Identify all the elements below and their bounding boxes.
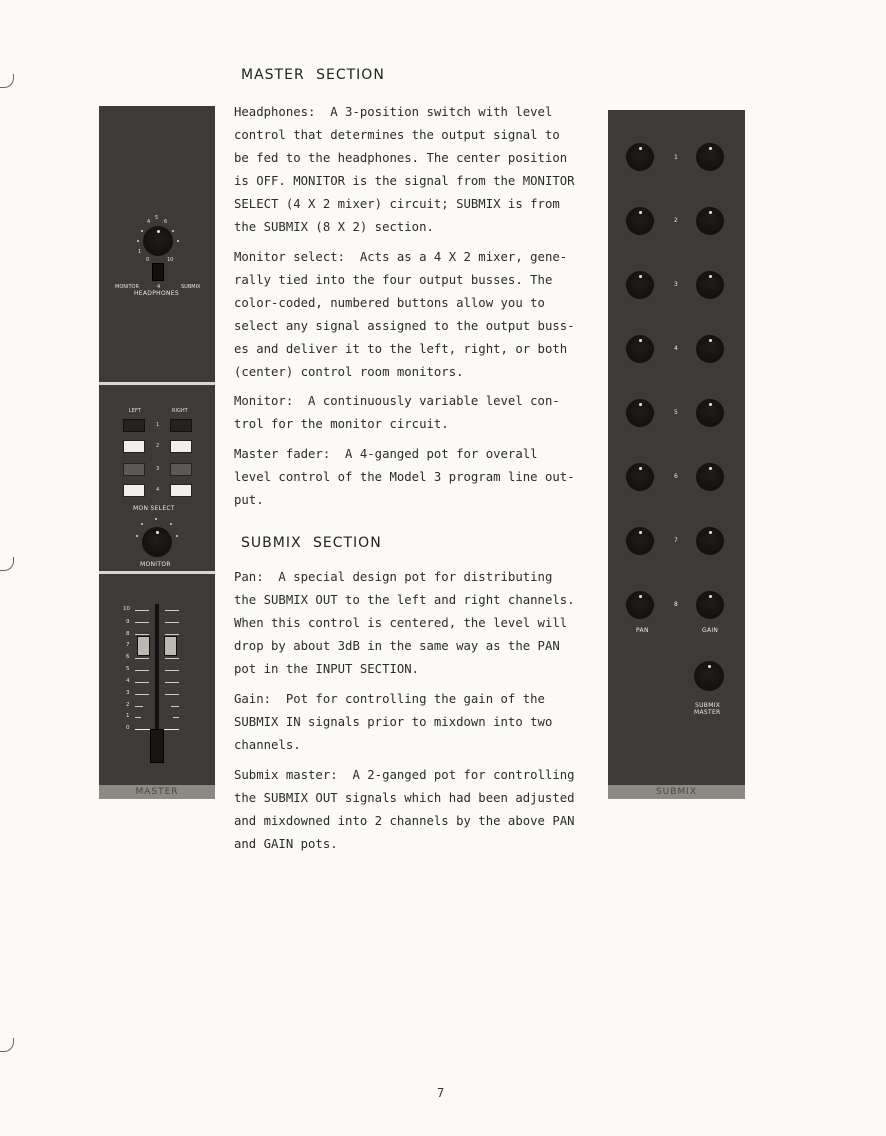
text-line: When this control is centered, the level will [234,616,568,630]
scale-pip [170,523,172,525]
channel-number: 1 [674,154,679,161]
gain-knob-2[interactable] [696,207,724,235]
monitor-level-knob[interactable] [142,527,172,557]
knob-indicator [639,275,642,278]
fader-scale-number: 10 [123,606,130,612]
headphones-level-knob[interactable] [143,226,173,256]
hole-punch-mark-bottom [0,1038,14,1052]
text-line: Monitor select: Acts as a 4 X 2 mixer, gene- [234,250,568,264]
headphones-paragraph [234,101,586,239]
fader-scale-tick [135,694,149,695]
channel-number: 4 [674,345,679,352]
fader-scale-number: 4 [126,678,130,684]
text-line: be fed to the headphones. The center position [234,151,568,165]
gain-knob-1[interactable] [696,143,724,171]
right-bus-1-button[interactable] [170,419,192,432]
fader-scale-tick [135,670,149,671]
gain-knob-3[interactable] [696,271,724,299]
right-label: RIGHT [172,408,188,414]
scale-label: 0 [146,257,150,263]
scale-label: 10 [167,257,174,263]
text-line: is OFF. MONITOR is the signal from the MONITOR [234,174,575,188]
text-line: and mixdowned into 2 channels by the above PAN [234,814,575,828]
pan-knob-4[interactable] [626,335,654,363]
submix-master-label-line1: SUBMIX [695,702,721,709]
pan-knob-7[interactable] [626,527,654,555]
knob-indicator [709,595,712,598]
gain-knob-5[interactable] [696,399,724,427]
monitor-select-section [99,385,215,571]
text-line: drop by about 3dB in the same way as the PAN [234,639,560,653]
text-line: the SUBMIX OUT to the left and right channels. [234,593,575,607]
scale-pip [176,535,178,537]
fader-scale-tick [165,682,179,683]
text-line: Monitor: A continuously variable level con- [234,394,560,408]
text-line: SUBMIX IN signals prior to mixdown into two [234,715,553,729]
text-line: the SUBMIX (8 X 2) section. [234,220,434,234]
headphones-section [99,106,215,382]
text-line: and GAIN pots. [234,837,338,851]
text-line: the SUBMIX OUT signals which had been adjusted [234,791,575,805]
knob-indicator [709,147,712,150]
text-line: (center) control room monitors. [234,365,464,379]
pan-knob-8[interactable] [626,591,654,619]
headphones-switch[interactable] [152,263,164,281]
fader-scale-tick [165,610,179,611]
fader-scale-number: 2 [126,702,130,708]
fader-scale-tick [135,682,149,683]
left-bus-2-button[interactable] [123,440,145,453]
scale-label: 1 [138,249,142,255]
knob-indicator [709,531,712,534]
knob-indicator [708,665,711,668]
knob-indicator [639,339,642,342]
bus-number-label: 2 [156,443,160,449]
master-fader-section [99,574,215,785]
text-line: Headphones: A 3-position switch with level [234,105,553,119]
knob-indicator [639,403,642,406]
scale-pip [141,230,143,232]
master-section-heading: MASTER SECTION [241,67,385,83]
knob-indicator [157,230,160,233]
page-number: 7 [437,1086,445,1100]
right-bus-3-button[interactable] [170,463,192,476]
left-bus-3-button[interactable] [123,463,145,476]
submix-panel-footer: SUBMIX [608,785,745,799]
fader-scale-tick [165,634,179,635]
text-line: rally tied into the four output busses. The [234,273,553,287]
gain-knob-7[interactable] [696,527,724,555]
knob-indicator [709,339,712,342]
master-panel-footer: MASTER [99,785,215,799]
pan-paragraph [234,566,586,681]
channel-number: 7 [674,537,679,544]
fader-scale-tick [135,658,149,659]
text-line: level control of the Model 3 program line out- [234,470,575,484]
fader-scale-tick [165,622,179,623]
text-line: Master fader: A 4-ganged pot for overall [234,447,538,461]
bus-number-label: 1 [156,422,160,428]
text-line: Submix master: A 2-ganged pot for controlling [234,768,575,782]
knob-indicator [639,147,642,150]
knob-indicator [709,275,712,278]
master-fader-cap-right[interactable] [164,636,177,656]
monitor-paragraph [234,390,586,436]
knob-indicator [156,531,159,534]
fader-scale-tick [135,622,149,623]
scale-label: 5 [155,215,159,221]
text-line: Pan: A special design pot for distributing [234,570,553,584]
gain-knob-8[interactable] [696,591,724,619]
channel-number: 2 [674,217,679,224]
fader-scale-number: 3 [126,690,130,696]
gain-knob-6[interactable] [696,463,724,491]
fader-scale-tick [171,706,179,707]
hole-punch-mark-top [0,74,14,88]
fader-scale-tick [135,706,143,707]
channel-number: 6 [674,473,679,480]
bus-number-label: 3 [156,466,160,472]
fader-scale-number: 0 [126,725,130,731]
channel-number: 8 [674,601,679,608]
knob-indicator [639,211,642,214]
scale-pip [172,230,174,232]
monitor-select-paragraph [234,246,586,384]
submix-master-knob[interactable] [694,661,724,691]
submix-panel-photo [608,110,745,799]
left-label: LEFT [129,408,141,414]
knob-indicator [639,467,642,470]
submix-master-paragraph [234,764,586,856]
submix-master-label-line2: MASTER [694,709,721,716]
left-bus-1-button[interactable] [123,419,145,432]
fader-scale-tick [135,610,149,611]
fader-scale-tick [165,658,179,659]
pan-label: PAN [636,627,649,634]
text-line: color-coded, numbered buttons allow you to [234,296,545,310]
master-panel-photo [99,106,215,799]
knob-indicator [639,531,642,534]
fader-scale-tick [135,634,149,635]
text-line: put. [234,493,264,507]
fader-scale-number: 9 [126,619,130,625]
text-line: control that determines the output signal to [234,128,560,142]
pan-knob-6[interactable] [626,463,654,491]
fader-scale-number: 8 [126,631,130,637]
pan-knob-2[interactable] [626,207,654,235]
scale-label: 6 [164,219,168,225]
text-line: select any signal assigned to the output buss- [234,319,575,333]
fader-scale-tick [165,670,179,671]
channel-number: 5 [674,409,679,416]
master-fader-paragraph [234,443,586,512]
pan-knob-3[interactable] [626,271,654,299]
master-fader-cap-left[interactable] [137,636,150,656]
fader-scale-number: 6 [126,654,130,660]
fader-scale-tick [135,717,141,718]
mon-select-label: MON SELECT [133,505,175,512]
headphones-submix-label: SUBMIX [181,284,201,290]
fader-scale-tick [173,717,179,718]
fader-scale-tick [165,694,179,695]
knob-indicator [709,403,712,406]
headphones-center-label: 4 [157,284,161,290]
headphones-panel-label: HEADPHONES [134,290,179,297]
right-bus-2-button[interactable] [170,440,192,453]
right-bus-4-button[interactable] [170,484,192,497]
scale-label: 4 [147,219,151,225]
knob-indicator [709,211,712,214]
bus-number-label: 4 [156,487,160,493]
text-line: pot in the INPUT SECTION. [234,662,420,676]
scale-pip [137,240,139,242]
fader-knob[interactable] [150,729,164,763]
text-line: Gain: Pot for controlling the gain of the [234,692,545,706]
gain-paragraph [234,688,586,757]
text-line: es and deliver it to the left, right, or both [234,342,568,356]
scale-pip [155,518,157,520]
fader-scale-number: 5 [126,666,130,672]
gain-knob-4[interactable] [696,335,724,363]
pan-knob-1[interactable] [626,143,654,171]
hole-punch-mark-middle [0,557,14,571]
monitor-panel-label: MONITOR [140,561,171,568]
scale-pip [141,523,143,525]
pan-knob-5[interactable] [626,399,654,427]
knob-indicator [639,595,642,598]
knob-indicator [709,467,712,470]
fader-scale-number: 7 [126,642,130,648]
channel-number: 3 [674,281,679,288]
gain-label: GAIN [702,627,719,634]
left-bus-4-button[interactable] [123,484,145,497]
text-line: SELECT (4 X 2 mixer) circuit; SUBMIX is from [234,197,560,211]
fader-scale-number: 1 [126,713,130,719]
headphones-monitor-label: MONITOR [115,284,139,290]
scale-pip [177,240,179,242]
text-line: channels. [234,738,301,752]
submix-section-heading: SUBMIX SECTION [241,535,382,551]
scale-pip [136,535,138,537]
text-line: trol for the monitor circuit. [234,417,449,431]
